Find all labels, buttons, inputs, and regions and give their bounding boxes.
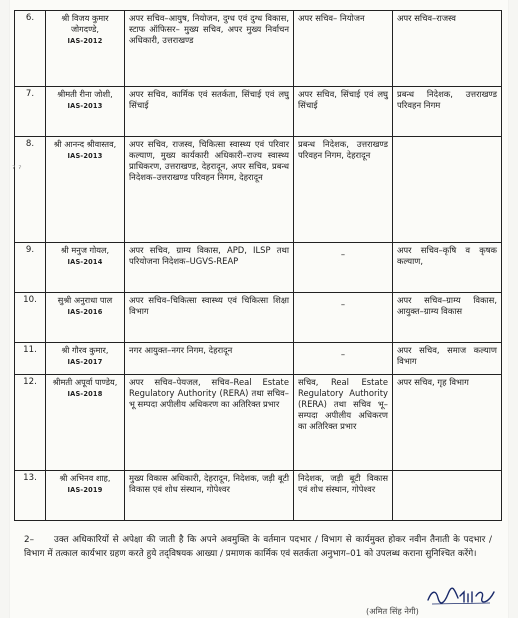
officer-name-cell (46, 11, 125, 87)
no-post-dash: – (340, 299, 346, 309)
paragraph-number: 2– (24, 535, 34, 545)
officer-name-cell (46, 87, 125, 137)
officer-name-cell (46, 293, 125, 343)
officer-name: सुश्री अनुराधा पाल (57, 295, 113, 305)
additional-charge: अपर सचिव, गृह विभाग (393, 375, 502, 471)
new-post: अपर सचिव, सिंचाई एवं लघु सिंचाई (294, 87, 393, 137)
new-post (294, 343, 393, 375)
new-post: प्रबन्ध निदेशक, उत्तराखण्ड परिवहन निगम, देहरादून (294, 137, 393, 243)
table-row (15, 87, 502, 137)
officer-batch: IAS-2014 (67, 257, 103, 266)
paragraph-text: उक्त अधिकारियों से अपेक्षा की जाती है कि अपने अवमुक्ति के वर्तमान पदभार / विभाग से कार्यमुक्त होकर नवीन तैनाती के पदभार / विभाग में तत्काल कार्यभार ग्रहण करते हुये तद्‌विषयक आख्या / प्रमाणक कार्मिक एवं सतर्कता अनुभाग–01 को उपलब्ध कराना सुनिश्चित करेंगे। (24, 535, 492, 559)
additional-charge (393, 471, 502, 521)
officer-batch: IAS-2016 (67, 307, 103, 316)
current-post: अपर सचिव, ग्राम्य विकास, APD, ILSP तथा परियोजना निदेशक–UGVS-REAP (125, 243, 294, 293)
table-row (15, 343, 502, 375)
current-post: अपर सचिव–पेयजल, सचिव–Real Estate Regulatory Authority (RERA) तथा सचिव–भू सम्पदा अपीलीय अधिकरण का अतिरिक्त प्रभार (125, 375, 294, 471)
officer-name-cell (46, 243, 125, 293)
additional-charge (393, 137, 502, 243)
officer-batch: IAS-2013 (67, 101, 103, 110)
officer-name-cell (46, 343, 125, 375)
officer-name: श्री अभिनव शाह, (59, 473, 111, 483)
handwritten-signature (424, 586, 498, 606)
current-post: अपर सचिव, कार्मिक एवं सतर्कता, सिंचाई एवं लघु सिंचाई (125, 87, 294, 137)
officer-name-cell (46, 471, 125, 521)
current-post: अपर सचिव, राजस्व, चिकित्सा स्वास्थ्य एवं परिवार कल्याण, मुख्य कार्यकारी अधिकारी–राज्य स्वास्थ्य प्राधिकरण, उत्तराखण्ड, देहरादून, अपर सचिव, प्रबन्ध निदेशक–उत्तराखण्ड परिवहन निगम, देहरादून (125, 137, 294, 243)
officer-batch: IAS-2017 (67, 357, 103, 366)
officer-name-cell (46, 375, 125, 471)
serial-number: 10. (15, 293, 46, 343)
table-row (15, 293, 502, 343)
serial-number: 13. (15, 471, 46, 521)
additional-charge: अपर सचिव, समाज कल्याण विभाग (393, 343, 502, 375)
officer-batch: IAS-2013 (67, 151, 103, 160)
table-row (15, 243, 502, 293)
serial-number: 8. (15, 137, 46, 243)
no-post-dash: – (340, 249, 346, 259)
table-row (15, 375, 502, 471)
signatory-name-cut: (अमित सिंह नेगी) (366, 606, 419, 616)
new-post: निदेशक, जड़ी बूटी विकास एवं शोध संस्थान, गोपेश्वर (294, 471, 393, 521)
officer-name: श्री आनन्द श्रीवास्तव, (53, 139, 117, 149)
new-post (294, 243, 393, 293)
no-post-dash: – (340, 349, 346, 359)
officer-name: श्रीमती रीना जोशी, (57, 89, 113, 99)
officer-batch: IAS-2018 (67, 389, 103, 398)
officer-batch: IAS-2012 (67, 36, 103, 45)
serial-number: 12. (15, 375, 46, 471)
officer-name: श्रीमती अपूर्वा पाण्डेय, (52, 377, 118, 387)
officer-name: श्री मनुज गोयल, (60, 245, 110, 255)
serial-number: 7. (15, 87, 46, 137)
new-post: अपर सचिव– नियोजन (294, 11, 393, 87)
current-post: नगर आयुक्त–नगर निगम, देहरादून (125, 343, 294, 375)
margin-handwritten-mark: ˀ ˀ (12, 165, 22, 175)
additional-charge: प्रबन्ध निदेशक, उत्तराखण्ड परिवहन निगम (393, 87, 502, 137)
serial-number: 6. (15, 11, 46, 87)
serial-number: 11. (15, 343, 46, 375)
additional-charge: अपर सचिव–कृषि व कृषक कल्याण, (393, 243, 502, 293)
officer-name-cell (46, 137, 125, 243)
new-post: सचिव, Real Estate Regulatory Authority (RERA) तथा सचिव भू–सम्पदा अपीलीय अधिकरण का अतिरिक्त प्रभार (294, 375, 393, 471)
table-row (15, 137, 502, 243)
current-post: अपर सचिव–आयुष, नियोजन, दुग्ध एवं दुग्ध विकास, स्टाफ ऑफिसर– मुख्य सचिव, अपर मुख्य निर्वाचन अधिकारी, उत्तराखण्ड (125, 11, 294, 87)
officers-transfer-table (14, 10, 502, 521)
additional-charge: अपर सचिव–राजस्व (393, 11, 502, 87)
instruction-paragraph (24, 534, 492, 561)
additional-charge: अपर सचिव–ग्राम्य विकास, आयुक्त–ग्राम्य विकास (393, 293, 502, 343)
officer-batch: IAS-2019 (67, 485, 103, 494)
new-post (294, 293, 393, 343)
current-post: मुख्य विकास अधिकारी, देहरादून, निदेशक, जड़ी बूटी विकास एवं शोध संस्थान, गोपेश्वर (125, 471, 294, 521)
table-row (15, 471, 502, 521)
officer-name: श्री गौरव कुमार, (61, 345, 109, 355)
current-post: अपर सचिव–चिकित्सा स्वास्थ्य एवं चिकित्सा शिक्षा विभाग (125, 293, 294, 343)
serial-number: 9. (15, 243, 46, 293)
officer-name: श्री विजय कुमार जोगदण्डे, (61, 13, 109, 34)
table-row (15, 11, 502, 87)
